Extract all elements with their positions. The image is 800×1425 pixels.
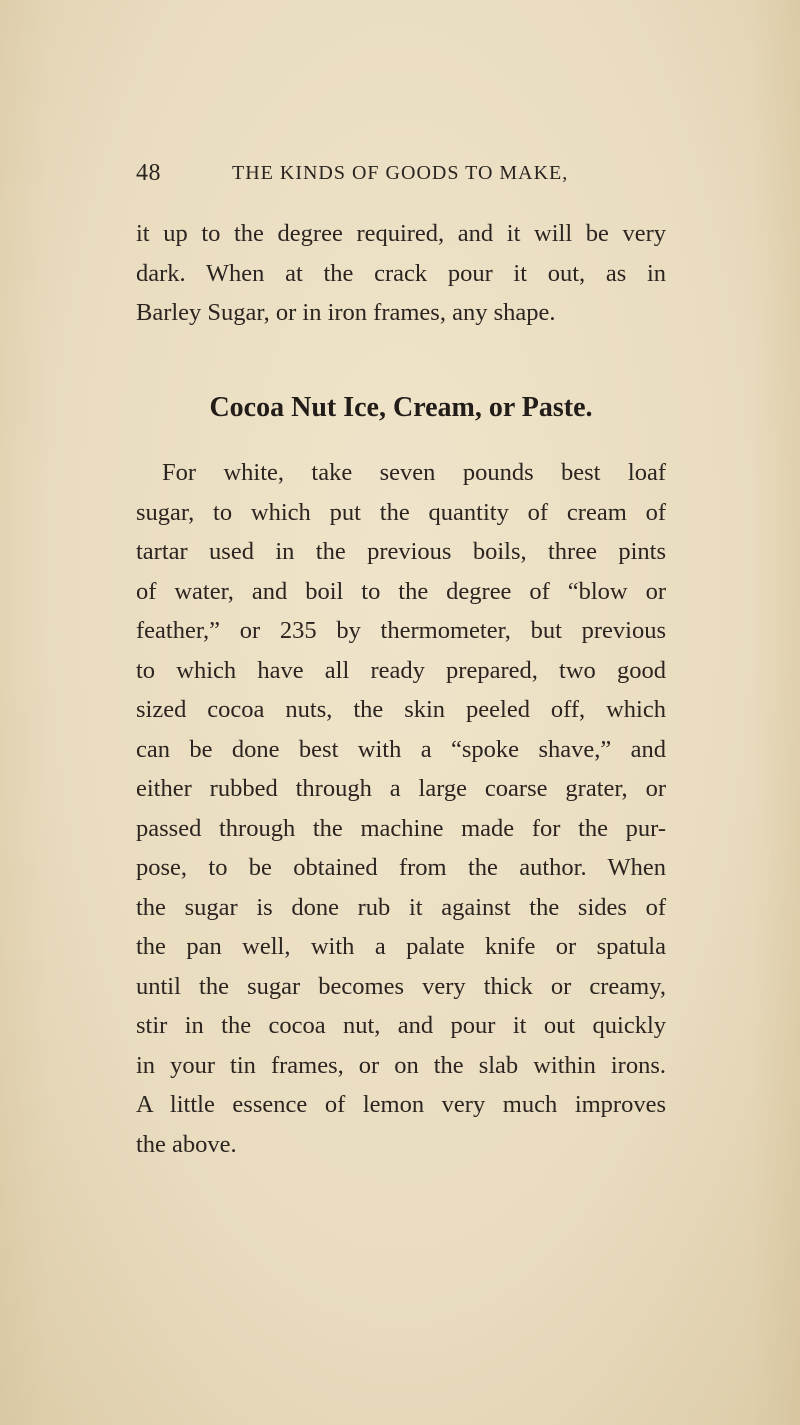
text-line: sized cocoa nuts, the skin peeled off, which [136, 696, 666, 723]
text-line: can be done best with a “spoke shave,” and [136, 735, 666, 763]
recipe-paragraph [136, 453, 666, 1164]
section-heading: Cocoa Nut Ice, Cream, or Paste. [209, 392, 593, 423]
text-line: dark. When at the crack pour it out, as in [136, 259, 666, 287]
text-line: the above. [136, 1130, 237, 1158]
text-line: to which have all ready prepared, two good [136, 656, 666, 684]
text-line: pose, to be obtained from the author. When [136, 854, 666, 881]
text-line: in your tin frames, or on the slab within irons. [136, 1051, 666, 1079]
running-title: THE KINDS OF GOODS TO MAKE, [232, 162, 569, 184]
text-line: until the sugar becomes very thick or creamy, [136, 972, 666, 1000]
text-line: passed through the machine made for the pur- [136, 814, 666, 842]
text-line: it up to the degree required, and it will be very [136, 220, 666, 247]
text-line: For white, take seven pounds best loaf [162, 459, 666, 486]
text-line: the sugar is done rub it against the sides of [136, 893, 666, 921]
running-head [136, 160, 676, 190]
paragraph-continued [136, 214, 666, 333]
page-number: 48 [136, 160, 161, 186]
text-line: of water, and boil to the degree of “blow or [136, 577, 666, 605]
text-line: tartar used in the previous boils, three pints [136, 538, 666, 565]
text-line: sugar, to which put the quantity of cream of [136, 498, 666, 526]
text-line: the pan well, with a palate knife or spatula [136, 933, 666, 960]
text-line: either rubbed through a large coarse grater, or [136, 775, 666, 802]
text-line: stir in the cocoa nut, and pour it out quickly [136, 1012, 666, 1039]
text-line: A little essence of lemon very much improves [136, 1091, 666, 1118]
text-line: feather,” or 235 by thermometer, but previous [136, 617, 666, 644]
text-line: Barley Sugar, or in iron frames, any shape. [136, 299, 556, 326]
